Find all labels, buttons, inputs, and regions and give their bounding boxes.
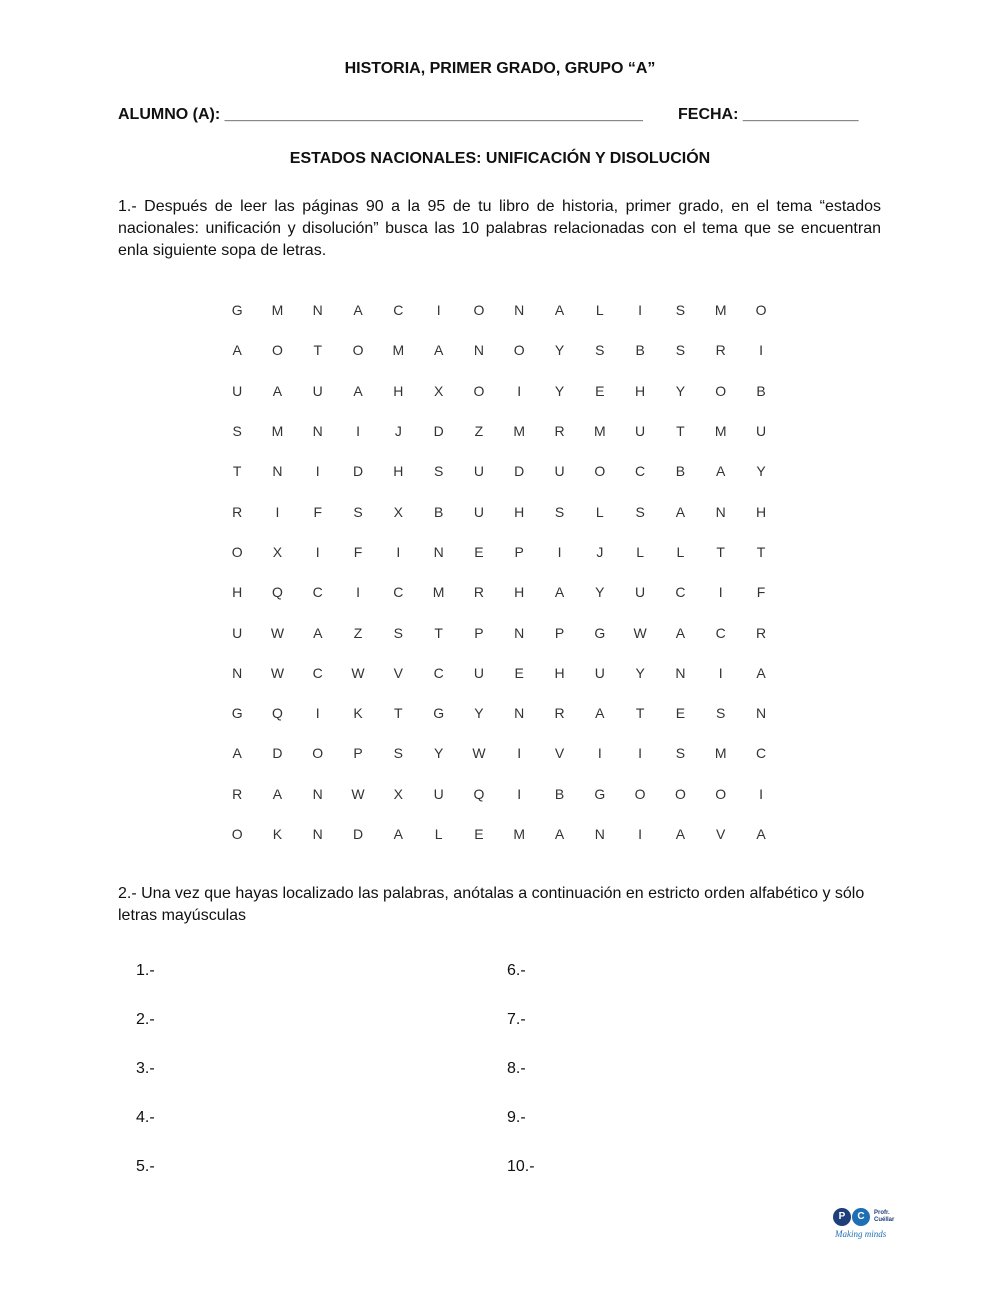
grid-letter[interactable]: M: [513, 826, 526, 842]
word-search-grid[interactable]: [217, 290, 781, 854]
answer-column-left: [136, 962, 155, 1207]
grid-letter[interactable]: O: [312, 745, 324, 762]
grid-letter[interactable]: I: [638, 826, 643, 842]
grid-letter[interactable]: F: [353, 543, 363, 560]
grid-letter[interactable]: T: [635, 705, 645, 722]
grid-letter[interactable]: I: [315, 543, 320, 560]
grid-letter[interactable]: N: [272, 463, 283, 480]
grid-letter[interactable]: O: [352, 342, 364, 359]
grid-letter[interactable]: L: [595, 302, 604, 319]
answer-line[interactable]: 4.-: [136, 1109, 155, 1126]
student-name-field[interactable]: ALUMNO (A): _______________________________________________: [118, 106, 643, 123]
answer-column-right: [507, 962, 535, 1207]
grid-letter[interactable]: G: [433, 705, 445, 722]
grid-letter[interactable]: R: [715, 342, 726, 359]
grid-letter[interactable]: A: [393, 826, 403, 842]
grid-letter[interactable]: O: [594, 463, 606, 480]
grid-letter[interactable]: C: [393, 302, 404, 319]
grid-letter[interactable]: Y: [675, 382, 686, 399]
grid-row: [217, 532, 781, 572]
grid-row: [217, 733, 781, 773]
grid-letter[interactable]: I: [638, 745, 643, 762]
grid-letter[interactable]: E: [474, 826, 484, 842]
grid-letter[interactable]: G: [231, 705, 243, 722]
grid-letter[interactable]: N: [312, 785, 323, 802]
grid-letter[interactable]: I: [517, 382, 522, 399]
grid-letter[interactable]: F: [756, 584, 766, 601]
grid-letter[interactable]: D: [514, 463, 525, 480]
grid-letter[interactable]: O: [272, 342, 283, 359]
grid-letter[interactable]: A: [756, 664, 766, 681]
grid-letter[interactable]: M: [593, 423, 606, 440]
grid-letter[interactable]: D: [352, 463, 364, 480]
grid-row: [217, 451, 781, 491]
grid-letter[interactable]: X: [393, 785, 403, 802]
grid-letter[interactable]: Z: [353, 624, 363, 641]
grid-letter[interactable]: A: [232, 342, 242, 359]
grid-letter[interactable]: H: [393, 463, 404, 480]
grid-letter[interactable]: A: [353, 302, 363, 319]
grid-row: [217, 290, 781, 330]
grid-letter[interactable]: L: [595, 503, 604, 520]
grid-letter[interactable]: S: [393, 624, 403, 641]
grid-letter[interactable]: E: [675, 705, 686, 722]
grid-letter[interactable]: S: [554, 503, 565, 520]
grid-letter[interactable]: A: [716, 463, 726, 480]
grid-letter[interactable]: W: [351, 664, 365, 681]
logo-badge-p: P: [833, 1208, 851, 1226]
grid-letter[interactable]: D: [433, 423, 444, 440]
grid-letter[interactable]: G: [594, 624, 606, 641]
grid-letter[interactable]: O: [231, 543, 243, 560]
grid-letter[interactable]: O: [634, 785, 646, 802]
grid-letter[interactable]: S: [433, 463, 444, 480]
grid-letter[interactable]: J: [394, 423, 402, 440]
logo-name: [874, 1210, 894, 1224]
grid-letter[interactable]: O: [755, 302, 767, 319]
grid-letter[interactable]: C: [755, 745, 767, 762]
grid-letter[interactable]: A: [313, 624, 323, 641]
grid-letter[interactable]: T: [716, 543, 725, 560]
answer-line[interactable]: 9.-: [507, 1109, 526, 1126]
grid-letter[interactable]: I: [597, 745, 602, 762]
grid-row: [217, 693, 781, 733]
grid-letter[interactable]: P: [353, 745, 363, 762]
grid-letter[interactable]: R: [554, 423, 565, 440]
grid-letter[interactable]: F: [313, 503, 323, 520]
grid-letter[interactable]: H: [755, 503, 767, 520]
grid-letter[interactable]: M: [392, 342, 405, 359]
grid-letter[interactable]: N: [312, 826, 323, 842]
grid-letter[interactable]: I: [759, 785, 763, 802]
grid-letter[interactable]: E: [514, 664, 524, 681]
grid-letter[interactable]: A: [675, 503, 686, 520]
grid-letter[interactable]: W: [351, 785, 365, 802]
grid-letter[interactable]: N: [312, 302, 323, 319]
grid-letter[interactable]: N: [473, 342, 484, 359]
grid-letter[interactable]: N: [675, 664, 686, 681]
grid-letter[interactable]: N: [232, 664, 243, 681]
grid-letter[interactable]: X: [433, 382, 444, 399]
grid-letter[interactable]: U: [473, 664, 484, 681]
grid-letter[interactable]: Y: [635, 664, 645, 681]
grid-letter[interactable]: H: [554, 664, 565, 681]
grid-letter[interactable]: T: [394, 705, 403, 722]
grid-letter[interactable]: S: [675, 745, 686, 762]
answer-line[interactable]: 8.-: [507, 1060, 526, 1077]
grid-letter[interactable]: W: [633, 624, 647, 641]
grid-letter[interactable]: R: [473, 584, 484, 601]
grid-letter[interactable]: U: [232, 624, 243, 641]
grid-letter[interactable]: S: [635, 503, 645, 520]
grid-letter[interactable]: I: [718, 584, 723, 601]
grid-letter[interactable]: U: [594, 664, 605, 681]
grid-letter[interactable]: W: [270, 624, 285, 641]
grid-letter[interactable]: M: [513, 423, 526, 440]
grid-letter[interactable]: V: [554, 745, 565, 762]
grid-letter[interactable]: U: [473, 503, 484, 520]
grid-letter[interactable]: E: [595, 382, 605, 399]
grid-letter[interactable]: I: [356, 423, 360, 440]
grid-letter[interactable]: A: [272, 785, 283, 802]
logo-tagline: Making minds: [835, 1229, 887, 1239]
grid-letter[interactable]: H: [232, 584, 243, 601]
grid-letter[interactable]: I: [718, 664, 723, 681]
grid-letter[interactable]: I: [759, 342, 763, 359]
grid-letter[interactable]: C: [393, 584, 404, 601]
grid-letter[interactable]: J: [596, 543, 604, 560]
grid-letter[interactable]: X: [272, 543, 283, 560]
grid-letter[interactable]: O: [513, 342, 525, 359]
grid-letter[interactable]: I: [557, 543, 562, 560]
grid-letter[interactable]: N: [514, 624, 525, 641]
grid-letter[interactable]: U: [635, 423, 646, 440]
grid-row: [217, 491, 781, 531]
answer-line[interactable]: 1.-: [136, 962, 155, 979]
grid-letter[interactable]: M: [271, 423, 284, 440]
instruction-2: 2.- Una vez que hayas localizado las palabras, anótalas a continuación en estricto orden alfabético y sólo letras mayúsculas: [118, 885, 865, 924]
grid-letter[interactable]: A: [353, 382, 363, 399]
grid-letter[interactable]: C: [635, 463, 646, 480]
grid-letter[interactable]: H: [514, 503, 525, 520]
instruction-1: 1.- Después de leer las páginas 90 a la 95 de tu libro de historia, primer grado, en el tema “estados nacionales: unificación y disolución” busca las 10 palabras relacionadas con el tema que se encuentran enla siguiente sopa de letras.: [118, 198, 881, 259]
logo-badge-c: C: [852, 1208, 870, 1226]
grid-letter[interactable]: I: [356, 584, 360, 601]
grid-letter[interactable]: C: [433, 664, 444, 681]
grid-letter[interactable]: T: [313, 342, 323, 359]
grid-letter[interactable]: B: [554, 785, 565, 802]
grid-letter[interactable]: S: [675, 342, 686, 359]
grid-letter[interactable]: O: [473, 302, 485, 319]
grid-letter[interactable]: M: [714, 302, 727, 319]
grid-letter[interactable]: W: [472, 745, 486, 762]
grid-letter[interactable]: B: [433, 503, 444, 520]
grid-letter[interactable]: G: [231, 302, 243, 319]
logo-name-line2: Cuéllar: [874, 1217, 895, 1223]
grid-letter[interactable]: A: [756, 826, 766, 842]
grid-letter[interactable]: B: [756, 382, 766, 399]
grid-letter[interactable]: N: [755, 705, 767, 722]
grid-row: [217, 612, 781, 652]
grid-letter[interactable]: U: [635, 584, 646, 601]
grid-letter[interactable]: A: [232, 745, 242, 762]
grid-letter[interactable]: Y: [756, 463, 766, 480]
grid-letter[interactable]: U: [232, 382, 243, 399]
student-info-line: [118, 106, 878, 124]
grid-letter[interactable]: A: [554, 826, 565, 842]
grid-letter[interactable]: Y: [433, 745, 444, 762]
grid-letter[interactable]: Y: [554, 342, 565, 359]
grid-letter[interactable]: D: [352, 826, 364, 842]
grid-letter[interactable]: A: [675, 624, 686, 641]
grid-letter[interactable]: I: [275, 503, 280, 520]
grid-letter[interactable]: M: [271, 302, 284, 319]
grid-letter[interactable]: I: [638, 302, 643, 319]
grid-letter[interactable]: H: [393, 382, 404, 399]
grid-row: [217, 572, 781, 612]
grid-letter[interactable]: E: [474, 543, 484, 560]
grid-letter[interactable]: U: [433, 785, 444, 802]
grid-letter[interactable]: H: [514, 584, 525, 601]
answer-line[interactable]: 3.-: [136, 1060, 155, 1077]
grid-letter[interactable]: K: [353, 705, 363, 722]
grid-letter[interactable]: U: [473, 463, 484, 480]
grid-letter[interactable]: H: [635, 382, 646, 399]
grid-letter[interactable]: M: [432, 584, 445, 601]
grid-letter[interactable]: M: [714, 745, 727, 762]
grid-letter[interactable]: B: [635, 342, 645, 359]
grid-letter[interactable]: I: [517, 785, 522, 802]
grid-letter[interactable]: Q: [473, 785, 485, 802]
grid-letter[interactable]: T: [676, 423, 685, 440]
answer-line[interactable]: 7.-: [507, 1011, 526, 1028]
grid-letter[interactable]: L: [676, 543, 685, 560]
worksheet-title: HISTORIA, PRIMER GRADO, GRUPO “A”: [344, 60, 656, 77]
grid-letter[interactable]: Y: [554, 382, 565, 399]
grid-letter[interactable]: N: [312, 423, 323, 440]
grid-letter[interactable]: A: [433, 342, 444, 359]
grid-letter[interactable]: T: [756, 543, 766, 560]
grid-letter[interactable]: A: [272, 382, 283, 399]
grid-letter[interactable]: P: [474, 624, 484, 641]
grid-letter[interactable]: L: [636, 543, 645, 560]
logo: [833, 1208, 913, 1248]
grid-letter[interactable]: U: [312, 382, 323, 399]
grid-letter[interactable]: V: [393, 664, 403, 681]
grid-letter[interactable]: S: [393, 745, 403, 762]
grid-letter[interactable]: O: [715, 785, 727, 802]
grid-letter[interactable]: C: [312, 584, 323, 601]
grid-letter[interactable]: I: [315, 463, 320, 480]
grid-letter[interactable]: B: [675, 463, 686, 480]
grid-letter[interactable]: N: [594, 826, 605, 842]
grid-letter[interactable]: N: [514, 302, 525, 319]
grid-letter[interactable]: Y: [595, 584, 605, 601]
grid-row: [217, 774, 781, 814]
grid-letter[interactable]: Z: [474, 423, 484, 440]
grid-letter[interactable]: P: [514, 543, 524, 560]
grid-row: [217, 653, 781, 693]
answer-line[interactable]: 10.-: [507, 1158, 535, 1175]
grid-letter[interactable]: R: [554, 705, 565, 722]
logo-name-line1: Profr.: [874, 1210, 890, 1216]
grid-letter[interactable]: O: [674, 785, 686, 802]
grid-letter[interactable]: S: [353, 503, 363, 520]
grid-row: [217, 411, 781, 451]
grid-letter[interactable]: A: [554, 302, 565, 319]
grid-letter[interactable]: I: [517, 745, 522, 762]
grid-letter[interactable]: R: [232, 785, 243, 802]
grid-letter[interactable]: T: [434, 624, 443, 641]
grid-row: [217, 330, 781, 370]
grid-row: [217, 814, 781, 854]
grid-letter[interactable]: I: [396, 543, 401, 560]
grid-letter[interactable]: U: [554, 463, 565, 480]
grid-letter[interactable]: C: [312, 664, 323, 681]
grid-letter[interactable]: U: [755, 423, 767, 440]
date-field[interactable]: FECHA: _____________: [678, 106, 859, 123]
grid-letter[interactable]: O: [231, 826, 243, 842]
grid-letter[interactable]: V: [716, 826, 726, 842]
grid-letter[interactable]: S: [595, 342, 605, 359]
answer-line[interactable]: 6.-: [507, 962, 526, 979]
grid-letter[interactable]: R: [232, 503, 243, 520]
grid-letter[interactable]: O: [715, 382, 727, 399]
grid-letter[interactable]: K: [272, 826, 283, 842]
grid-letter[interactable]: X: [393, 503, 403, 520]
grid-row: [217, 371, 781, 411]
grid-letter[interactable]: S: [232, 423, 242, 440]
grid-letter[interactable]: D: [272, 745, 283, 762]
grid-letter[interactable]: N: [514, 705, 525, 722]
grid-letter[interactable]: G: [594, 785, 606, 802]
grid-letter[interactable]: Y: [474, 705, 484, 722]
topic-title: ESTADOS NACIONALES: UNIFICACIÓN Y DISOLUCIÓN: [289, 150, 711, 167]
grid-letter[interactable]: O: [473, 382, 485, 399]
grid-letter[interactable]: R: [755, 624, 767, 641]
grid-letter[interactable]: P: [554, 624, 565, 641]
grid-letter[interactable]: C: [675, 584, 686, 601]
grid-letter[interactable]: Q: [272, 705, 283, 722]
answer-line[interactable]: 5.-: [136, 1158, 155, 1175]
grid-letter[interactable]: T: [232, 463, 242, 480]
grid-letter[interactable]: M: [714, 423, 727, 440]
grid-letter[interactable]: I: [436, 302, 441, 319]
grid-letter[interactable]: W: [270, 664, 285, 681]
grid-letter[interactable]: A: [554, 584, 565, 601]
grid-letter[interactable]: I: [315, 705, 320, 722]
grid-letter[interactable]: N: [433, 543, 444, 560]
grid-letter[interactable]: A: [595, 705, 605, 722]
grid-letter[interactable]: A: [675, 826, 686, 842]
grid-letter[interactable]: S: [716, 705, 726, 722]
grid-letter[interactable]: Q: [272, 584, 283, 601]
grid-letter[interactable]: N: [715, 503, 726, 520]
grid-letter[interactable]: S: [675, 302, 686, 319]
answer-line[interactable]: 2.-: [136, 1011, 155, 1028]
grid-letter[interactable]: C: [715, 624, 726, 641]
grid-letter[interactable]: L: [434, 826, 443, 842]
